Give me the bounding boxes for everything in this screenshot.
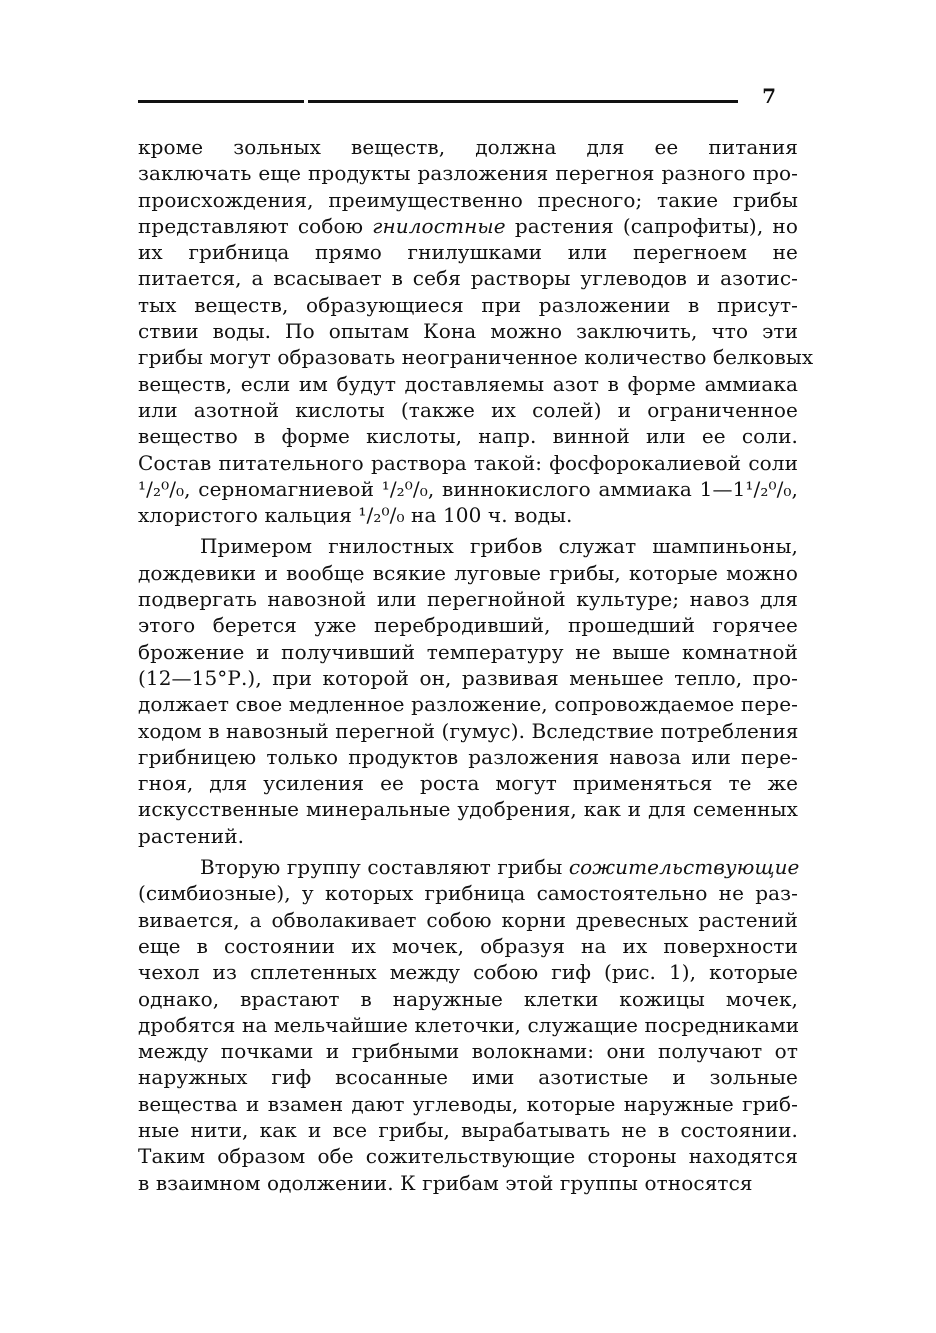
text-line: заключать еще продукты разложения перегноя разного про- [138,161,798,186]
text-line: грибницею только продуктов разложения навоза или пере- [138,744,798,769]
page-header [138,84,798,108]
text-line: происхождения, преимущественно пресного; такие грибы [138,187,798,212]
text-line: их грибница прямо гнилушками или перегноем не [138,240,798,265]
line-segment: Вторую группу составляют грибы [200,855,569,880]
text-line: искусственные минеральные удобрения, как и для семенных [138,797,798,822]
text-line: ные нити, как и все грибы, вырабатывать не в состоянии. [138,1117,798,1142]
text-line: кроме зольных веществ, должна для ее питания [138,135,798,159]
text-line: в взаимном одолжении. К грибам этой группы относятся [138,1170,753,1195]
header-rule [138,100,738,103]
text-line: наружных гиф всосанные ими азотистые и зольные [138,1065,798,1090]
text-line: гноя, для усиления ее роста могут применяться те же [138,771,798,796]
text-line [138,854,798,880]
body-text [138,134,814,1196]
text-line: ходом в навозный перегной (гумус). Вследствие потребления [138,718,799,743]
text-line: дождевики и вообще всякие луговые грибы, которые можно [138,560,798,585]
text-line: (12—15°Р.), при которой он, развивая меньшее тепло, про- [138,665,798,690]
text-line: однако, врастают в наружные клетки кожицы мочек, [138,986,798,1011]
text-line: вивается, а обволакивает собою корни древесных растений [138,907,798,932]
text-line: Таким образом обе сожительствующие стороны находятся [138,1144,798,1169]
text-line: между почками и грибными волокнами: они получают от [138,1039,798,1064]
line-segment: представляют собою [138,213,373,238]
text-line: дробятся на мельчайшие клеточки, служащие посредниками [138,1012,800,1037]
text-line: вещества и взамен дают углеводы, которые наружные гриб- [138,1091,798,1116]
text-line: тых веществ, образующиеся при разложении в присут- [138,292,798,317]
text-line: растений. [138,823,245,848]
text-line: должает свое медленное разложение, сопровождаемое пере- [138,692,798,717]
text-line: вещество в форме кислоты, напр. винной или ее соли. [138,424,798,449]
text-line: или азотной кислоты (также их солей) и ограниченное [138,397,798,422]
text-line: еще в состоянии их мочек, образуя на их поверхности [138,933,798,958]
text-line: Состав питательного раствора такой: фосфорокалиевой соли [138,450,798,475]
text-line: (симбиозные), у которых грибница самостоятельно не раз- [138,881,798,906]
text-line: этого берется уже перебродивший, прошедший горячее [138,613,798,638]
text-line: Примером гнилостных грибов служат шампиньоны, [200,534,798,559]
emphasized-term: сожительствующие [568,855,800,880]
text-line: питается, а всасывает в себя растворы углеводов и азотис- [138,266,798,291]
text-line: подвергать навозной или перегнойной культуре; навоз для [138,587,798,612]
text-line: чехол из сплетенных между собою гиф (рис. 1), которые [138,960,798,985]
text-line: брожение и получивший температуру не выше комнатной [138,639,798,664]
text-line: веществ, если им будут доставляемы азот в форме аммиака [138,371,798,396]
line-segment: растения (сапрофиты), но [505,213,799,238]
text-line [138,213,798,239]
emphasized-term: гнилостные [372,213,506,238]
text-line: ствии воды. По опытам Кона можно заключить, что эти [138,319,798,344]
text-line: грибы могут образовать неограниченное количество белковых [138,345,814,370]
text-line: хлористого кальция ¹/₂⁰/₀ на 100 ч. воды. [138,503,573,528]
page-number: 7 [762,84,776,108]
text-line: ¹/₂⁰/₀, серномагниевой ¹/₂⁰/₀, виннокислого аммиака 1—1¹/₂⁰/₀, [138,476,798,501]
